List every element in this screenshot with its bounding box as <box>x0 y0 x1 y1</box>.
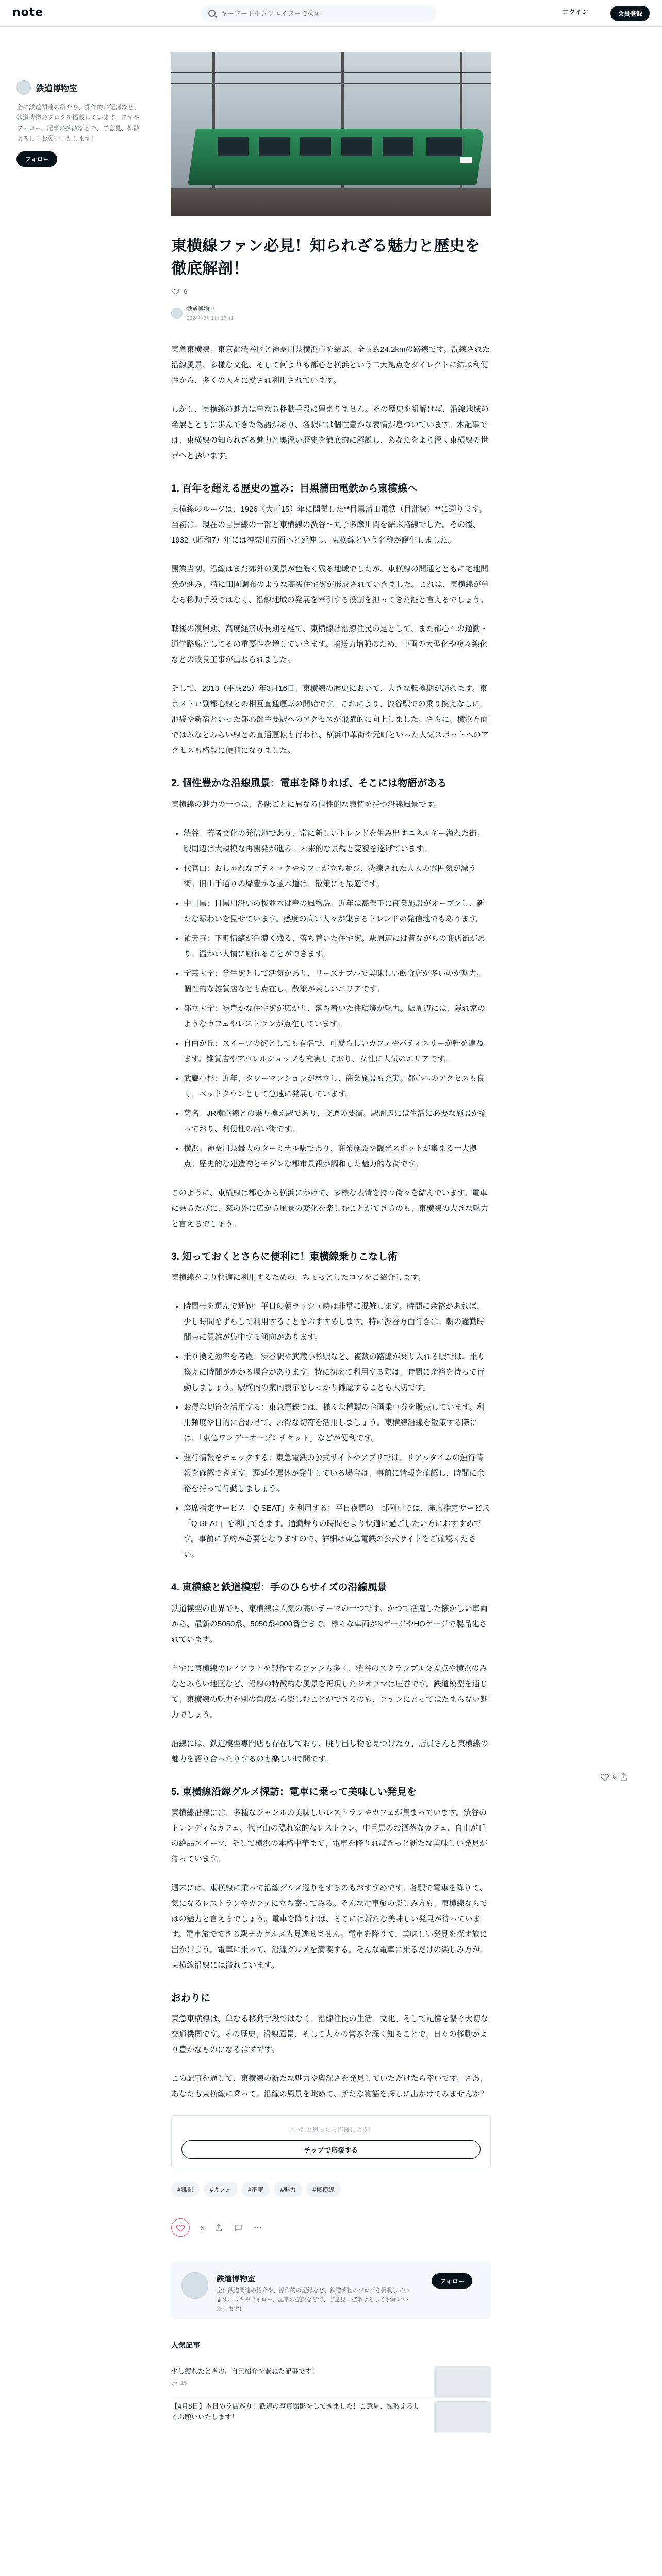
like-summary <box>171 287 491 295</box>
heart-icon <box>176 2223 185 2232</box>
like-count: 6 <box>613 1773 616 1781</box>
section-heading: 1. 百年を超える歴史の重み：目黒蒲田電鉄から東横線へ <box>171 483 418 494</box>
list-item[interactable] <box>171 2395 491 2429</box>
search-input[interactable] <box>221 10 427 18</box>
paragraph: 東横線をより快適に利用するための、ちょっとしたコツをご紹介します。 <box>171 1273 426 1282</box>
paragraph: 開業当初、沿線はまだ郊外の風景が色濃く残る地域でしたが、東横線の開通とともに宅地開発が進み、特に田園調布のような高級住宅街が形成されていきました。これは、東横線が単なる移動手段ではなく、沿線地域の発展を牽引する役割を担ってきた証と言えるでしょう。 <box>171 565 489 605</box>
paragraph: 東急東横線は、単なる移動手段ではなく、沿線住民の生活、文化、そして記憶を繋ぐ大切な交通機関です。その歴史、沿線風景、そして人々の営みを深く知ることで、日々の移動がより豊かなものになるはずです。 <box>171 2014 488 2055</box>
like-count: 6 <box>184 287 188 295</box>
author-card <box>171 2262 491 2319</box>
paragraph: このように、東横線は都心から横浜にかけて、多様な表情を持つ街々を結んでいます。電車に乗るたびに、窓の外に広がる風景の変化を楽しむことができるのも、東横線の大きな魅力と言えるでしょう。 <box>171 1188 489 1228</box>
author-name[interactable]: 鉄道博物室 <box>187 306 215 312</box>
list-item: • お得な切符を活用する：東急電鉄では、様々な種類の企画乗車券を販売しています。利用頻度や目的に合わせて、お得な切符を活用しましょう。東横線沿線を散策する際には、「東急ワンデーオープンチケット」などが便利です。 <box>184 1400 491 1446</box>
avatar[interactable] <box>16 80 31 95</box>
author-description: 全に鉄道関連の紹介や、操作的の記録など、鉄道博物のブログを掲載しています。スキやフォロー、記事の拡散などで、ご意見、拡散よろしくお願いいたします！ <box>217 2287 409 2312</box>
list-item: • 代官山：おしゃれなブティックやカフェが立ち並び、洗練された大人の雰囲気が漂う街。旧山手通りの緑豊かな並木道は、散策にも最適です。 <box>184 861 491 892</box>
list-item: • 乗り換え効率を考慮：渋谷駅や武蔵小杉駅など、複数の路線が乗り入れる駅では、乗り換えに時間がかかる場合があります。特に初めて利用する際は、時間に余裕を持って行動しましょう。駅構内の案内表示をしっかり確認することも大切です。 <box>184 1349 491 1396</box>
list-item: • 時間帯を選んで通勤：平日の朝ラッシュ時は非常に混雑します。時間に余裕があれば、少し時間をずらして利用することをおすすめします。特に渋谷方面行きは、朝の通勤時間帯に混雑が集中する傾向があります。 <box>184 1299 491 1345</box>
section-heading: 5. 東横線沿線グルメ探訪：電車に乗って美味しい発見を <box>171 1786 417 1798</box>
section-heading: おわりに <box>171 1992 211 2004</box>
list-item: • 菊名：JR横浜線との乗り換え駅であり、交通の要衝。駅周辺には生活に必要な施設が揃っており、利便性の高い街です。 <box>184 1106 491 1137</box>
popular-title[interactable]: 少し疲れたときの、自己紹介を兼ねた記事です！ <box>171 2367 319 2376</box>
popular-meta <box>171 2379 424 2388</box>
paragraph: 東横線沿線には、多種なジャンルの美味しいレストランやカフェが集まっています。渋谷のトレンディなカフェ、代官山の隠れ家的なレストラン、中目黒のお洒落なカフェ、自由が丘の絶品スイーツ、そして横浜の本格中華まで、電車を降りればきっと新たな美味しい発見が待っています。 <box>171 1808 487 1863</box>
article-author <box>171 304 491 321</box>
list-item: • 自由が丘：スイーツの街としても有名で、可愛らしいカフェやパティスリーが軒を連ねます。雑貨店やアパレルショップも充実しており、女性に人気のエリアです。 <box>184 1036 491 1067</box>
paragraph: 鉄道模型の世界でも、東横線は人気の高いテーマの一つです。かつて活躍した懐かしい車両から、最新の5050系、5050系4000番台まで、様々な車両がNゲージやHOゲージで製品化されています。 <box>171 1604 488 1644</box>
article-body <box>171 342 491 2102</box>
heart-icon[interactable] <box>600 1772 609 1782</box>
popular-heading: 人気記事 <box>171 2341 200 2350</box>
signup-button[interactable]: 会員登録 <box>610 6 650 21</box>
paragraph: 東急東横線。東京都渋谷区と神奈川県横浜市を結ぶ、全長約24.2kmの路線です。洗練された沿線風景、多様な文化、そして何よりも都心と横浜という二大拠点をダイレクトに結ぶ利便性から、多くの人々に愛され利用されています。 <box>171 345 490 385</box>
paragraph: 東横線の魅力の一つは、各駅ごとに異なる個性的な表情を持つ沿線風景です。 <box>171 800 441 809</box>
creator-profile <box>16 57 140 167</box>
tag[interactable]: #電車 <box>242 2182 270 2197</box>
share-icon[interactable] <box>619 1772 628 1782</box>
paragraph: そして、2013（平成25）年3月16日、東横線の歴史において、大きな転換期が訪れます。東京メトロ副都心線との相互直通運転の開始です。これにより、渋谷駅での乗り換えなしに、池袋や新宿といった都心部主要駅へのアクセスが飛躍的に向上しました。さらに、横浜方面ではみなとみらい線との直通運転も行われ、横浜中華街や元町といった人気スポットへのアクセスも格段に便利になりました。 <box>171 684 489 755</box>
like-count: 6 <box>200 2224 204 2232</box>
paragraph: 戦後の復興期、高度経済成長期を経て、東横線は沿線住民の足として、また都心への通勤・通学路線としてその重要性を増していきます。輸送力増強のため、車両の大型化や複々線化などの改良工事が重ねられました。 <box>171 624 488 665</box>
note-logo[interactable]: note <box>12 6 44 19</box>
tag[interactable]: #雑記 <box>171 2182 200 2197</box>
paragraph: しかし、東横線の魅力は単なる移動手段に留まりません。その歴史を紐解けば、沿線地域の発展とともに歩んできた物語があり、各駅には個性豊かな表情が息づいています。本記事では、東横線の知られざる魅力と奥深い歴史を徹底的に解説し、あなたをより深く東横線の世界へと誘います。 <box>171 405 489 460</box>
list-item: • 祐天寺：下町情緒が色濃く残る、落ち着いた住宅街。駅周辺には昔ながらの商店街があり、温かい人情に触れることができます。 <box>184 931 491 962</box>
list-item: • 中目黒：目黒川沿いの桜並木は春の風物詩。近年は高架下に商業施設がオープンし、新たな賑わいを見せています。感度の高い人々が集まるトレンドの発信地でもあります。 <box>184 896 491 927</box>
list-item: • 学芸大学：学生街として活気があり、リーズナブルで美味しい飲食店が多いのが魅力。個性的な雑貨店なども点在し、散策が楽しいエリアです。 <box>184 966 491 997</box>
paragraph: 沿線には、鉄道模型専門店も存在しており、眺り出し物を見つけたり、店員さんと東横線の魅力を語り合ったりするのも楽しい時間です。 <box>171 1739 489 1764</box>
article-thumbnail[interactable] <box>434 2366 491 2398</box>
list-item: • 座席指定サービス「Q SEAT」を利用する：平日夜間の一部列車では、座席指定サービス「Q SEAT」を利用できます。通勤帰りの時間をより快適に過ごしたい方におすすめです。事前に予約が必要となりますので、詳細は東急電鉄の公式サイトをご確認ください。 <box>184 1501 491 1563</box>
tip-button[interactable]: チップで応援する <box>181 2140 481 2159</box>
section-heading: 2. 個性豊かな沿線風景：電車を降りれば、そこには物語がある <box>171 778 447 789</box>
like-count: 15 <box>180 2380 187 2387</box>
publish-date: 2024年8月1日 17:41 <box>187 316 234 321</box>
paragraph: この記事を通して、東横線の新たな魅力や奥深さを発見していただけたら幸いです。さあ、あなたも東横線に乗って、沿線の風景を眺めて、新たな物語を探しに出かけてみませんか？ <box>171 2074 488 2099</box>
avatar[interactable] <box>181 2272 208 2299</box>
section-heading: 4. 東横線と鉄道模型：手のひらサイズの沿線風景 <box>171 1582 387 1594</box>
login-button[interactable]: ログイン <box>562 7 588 16</box>
follow-button[interactable]: フォロー <box>432 2273 472 2289</box>
hero-image <box>171 52 491 216</box>
tag[interactable]: #魅力 <box>274 2182 302 2197</box>
list-item: • 渋谷：若者文化の発信地であり、常に新しいトレンドを生み出すエネルギー溢れた街。駅周辺は大規模な再開発が進み、未来的な景観と変貌を遂げています。 <box>184 826 491 857</box>
popular-articles <box>171 2340 491 2429</box>
paragraph: 自宅に東横線のレイアウトを製作するファンも多く、渋谷のスクランブル交差点や横浜のみなとみらい地区など、沿線の特徴的な風景を再現したジオラマは圧巻です。鉄道模型を通じて、東横線の魅力を別の角度から楽しむことができるのも、ファンにとってはたまらない魅力でしょう。 <box>171 1664 488 1719</box>
floating-actions <box>600 1772 628 1782</box>
heart-icon[interactable] <box>171 287 179 295</box>
search-bar[interactable] <box>201 5 436 22</box>
station-list <box>184 826 491 1172</box>
like-button[interactable] <box>171 2218 190 2237</box>
avatar[interactable] <box>171 308 183 319</box>
article <box>171 52 491 2433</box>
tag[interactable]: #東横線 <box>306 2182 341 2197</box>
more-icon[interactable] <box>253 2223 262 2232</box>
author-name[interactable]: 鉄道博物室 <box>217 2275 256 2284</box>
share-icon[interactable] <box>214 2223 223 2232</box>
list-item[interactable] <box>171 2360 491 2394</box>
search-icon <box>208 10 216 17</box>
tag[interactable]: #カフェ <box>204 2182 238 2197</box>
follow-button[interactable]: フォロー <box>16 151 57 167</box>
global-header <box>0 0 662 27</box>
list-item: • 運行情報をチェックする：東急電鉄の公式サイトやアプリでは、リアルタイムの運行情報を確認できます。遅延や運休が発生している場合は、事前に情報を確認し、時間に余裕を持って行動しましょう。 <box>184 1450 491 1497</box>
article-actions <box>171 2218 491 2237</box>
section-heading: 3. 知っておくとさらに便利に！東横線乗りこなし術 <box>171 1251 398 1262</box>
creator-name[interactable]: 鉄道博物室 <box>36 84 78 93</box>
list-item: • 都立大学：緑豊かな住宅街が広がり、落ち着いた住環境が魅力。駅周辺には、隠れ家のようなカフェやレストランが点在しています。 <box>184 1001 491 1032</box>
heart-icon <box>171 2381 177 2387</box>
list-item: • 武蔵小杉：近年、タワーマンションが林立し、商業施設も充実。都心へのアクセスも良く、ベッドタウンとして急速に発展しています。 <box>184 1071 491 1102</box>
list-item: • 横浜：神奈川県最大のターミナル駅であり、商業施設や観光スポットが集まる一大拠点。歴史的な建造物とモダンな都市景観が調和した魅力的な街です。 <box>184 1141 491 1172</box>
article-thumbnail[interactable] <box>434 2401 491 2433</box>
tips-list <box>184 1299 491 1563</box>
paragraph: 東横線のルーツは、1926（大正15）年に開業した**目黒蒲田電鉄（目蒲線）**に遡ります。当初は、現在の目黒線の一部と東横線の渋谷～丸子多摩川間を結ぶ路線でした。その後、1932（昭和7）年には神奈川方面へと延伸し、東横線という名称が誕生しました。 <box>171 505 487 545</box>
creator-description: 全に鉄道関連の紹介や、操作的の記録など、鉄道博物のブログを掲載しています。スキやフォロー、記事の拡散などで、ご意見、拡散よろしくお願いいたします！ <box>16 104 140 143</box>
article-title: 東横線ファン必見！知られざる魅力と歴史を徹底解剖！ <box>171 238 481 277</box>
tag-list <box>171 2182 491 2197</box>
popular-title[interactable]: 【4月8日】本日のラ店巡り！鉄道の写真撮影をしてきました！ご意見、拡散よろしくお願いいたします！ <box>171 2402 420 2421</box>
tip-label: いいなと思ったら応援しよう！ <box>287 2126 374 2134</box>
paragraph: 週末には、東横線に乗って沿線グルメ巡りをするのもおすすめです。各駅で電車を降りて、気になるレストランやカフェに立ち寄ってみる。そんな電車旅の楽しみ方も、東横線ならではの魅力と言えるでしょう。電車を降りれば、そこには新たな美味しい発見が待っています。電車旅でできる駅ナカグルメも見逃せません。電車を降りて、美味しい発見を探す旅に出かけよう。電車に乗って、沿線グルメを満喫する。そんな電車に乗るだけの楽しみ方が、東横線沿線には溢れています。 <box>171 1883 488 1970</box>
tip-box <box>171 2115 491 2168</box>
comment-icon[interactable] <box>234 2223 243 2232</box>
